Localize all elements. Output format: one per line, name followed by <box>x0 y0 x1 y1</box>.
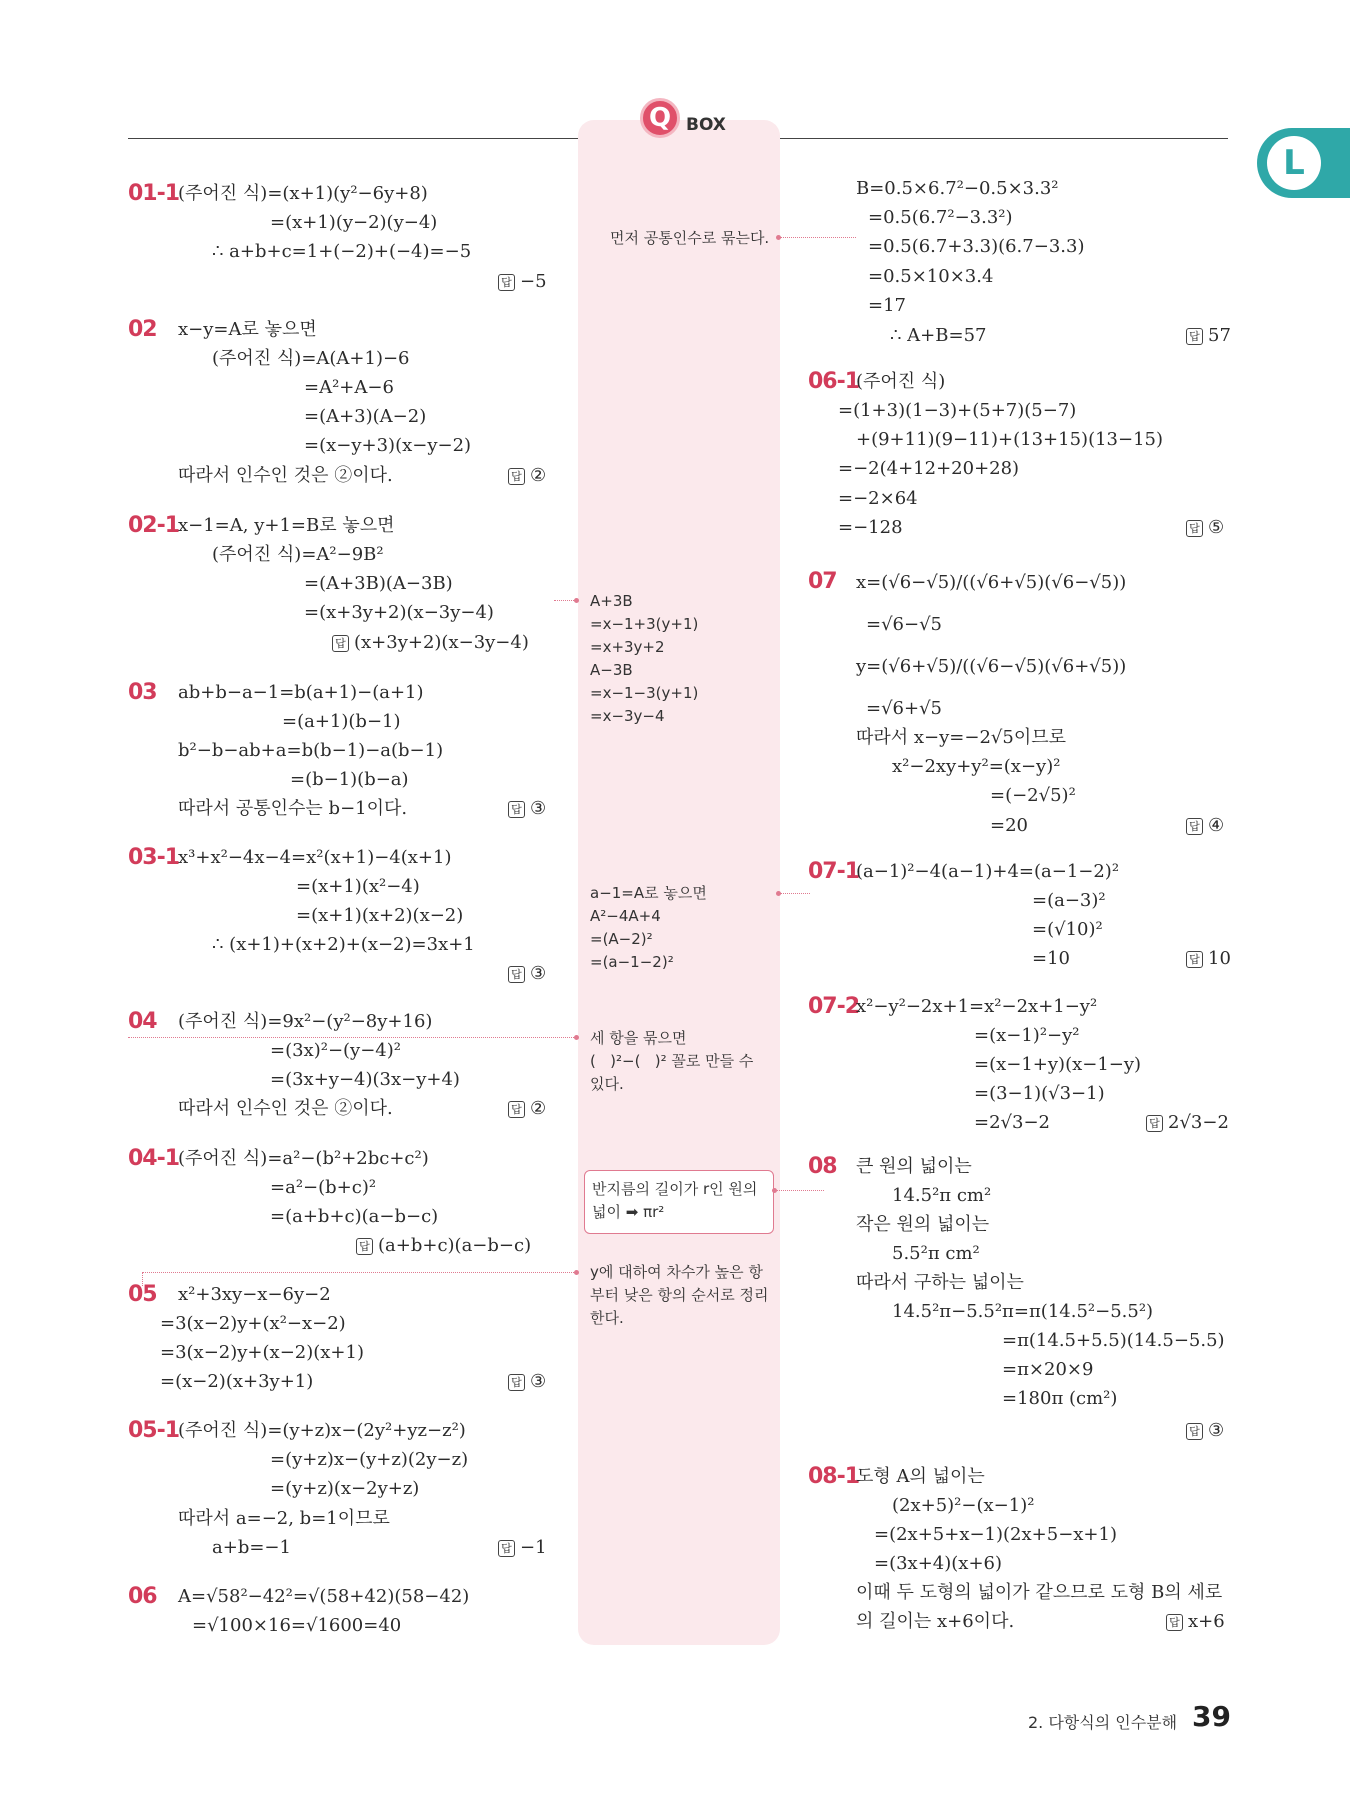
answer-text: ② <box>530 1098 547 1119</box>
note-leader-line <box>554 600 576 601</box>
solution-line: ∴ (x+1)+(x+2)+(x−2)=3x+1 <box>212 934 475 955</box>
problem-number: 03 <box>128 680 157 705</box>
solution-line: =(−2√5)² <box>990 785 1076 806</box>
answer-mark <box>508 963 546 985</box>
answer-mark <box>508 798 546 820</box>
solution-line: B=0.5×6.7²−0.5×3.3² <box>856 178 1059 199</box>
qbox-label: BOX <box>686 115 726 135</box>
solution-line: =180π (cm²) <box>1002 1388 1118 1409</box>
solution-line: =2√3−2 <box>974 1112 1050 1133</box>
solution-line: =(1+3)(1−3)+(5+7)(5−7) <box>838 400 1077 421</box>
problem-number: 04 <box>128 1009 157 1034</box>
solution-line: A=√58²−42²=√(58+42)(58−42) <box>178 1586 470 1607</box>
answer-icon: 답 <box>508 966 525 983</box>
problem-number: 07-1 <box>808 859 860 884</box>
solution-line: =√6+√5 <box>866 698 943 719</box>
answer-mark <box>508 1098 546 1120</box>
note-leader-line <box>142 1272 143 1286</box>
qbox-note: 먼저 공통인수로 묶는다. <box>610 229 770 247</box>
note-leader-dot <box>574 1035 579 1040</box>
answer-mark <box>1186 1420 1224 1442</box>
problem-number: 02 <box>128 317 157 342</box>
solution-line: (주어진 식) <box>856 371 946 392</box>
solution-line: x−1=A, y+1=B로 놓으면 <box>178 515 395 536</box>
solution-line: =20 <box>990 815 1028 836</box>
answer-text: −5 <box>520 271 547 292</box>
solution-line: x−y=A로 놓으면 <box>178 319 317 340</box>
solution-line: =−2(4+12+20+28) <box>838 458 1020 479</box>
solution-line: =(3x+y−4)(3x−y+4) <box>270 1069 460 1090</box>
answer-icon: 답 <box>1186 328 1203 345</box>
problem-number: 04-1 <box>128 1146 180 1171</box>
answer-icon: 답 <box>332 635 349 652</box>
solution-line: =(x+1)(y−2)(y−4) <box>270 212 438 233</box>
solution-line: =(A+3)(A−2) <box>304 406 427 427</box>
solution-line: x²−y²−2x+1=x²−2x+1−y² <box>856 996 1098 1017</box>
answer-text: 10 <box>1208 948 1231 969</box>
problem-number: 07-2 <box>808 994 860 1019</box>
note-leader-line <box>128 1037 576 1038</box>
qbox-note: 세 항을 묶으면 ( )²−( )² 꼴로 만들 수 있다. <box>590 1029 754 1093</box>
solution-line: 따라서 x−y=−2√5이므로 <box>856 727 1066 748</box>
solution-line: ∴ A+B=57 <box>890 325 987 346</box>
problem-number: 02-1 <box>128 513 180 538</box>
solution-line: =√100×16=√1600=40 <box>192 1615 402 1636</box>
answer-text: −1 <box>520 1537 547 1558</box>
answer-text: (a+b+c)(a−b−c) <box>378 1235 532 1256</box>
solution-line: 의 길이는 x+6이다. <box>856 1611 1015 1632</box>
note-leader-line <box>772 1190 824 1191</box>
solution-line: y=(√6+√5)/((√6−√5)(√6+√5)) <box>856 656 1127 677</box>
solution-line: (주어진 식)=(x+1)(y²−6y+8) <box>178 183 428 204</box>
solution-line: =(x−y+3)(x−y−2) <box>304 435 472 456</box>
qbox-logo <box>640 98 726 138</box>
solution-line: =a²−(b+c)² <box>270 1177 377 1198</box>
solution-line: =(x+1)(x+2)(x−2) <box>296 905 464 926</box>
answer-text: ③ <box>530 963 547 984</box>
note-leader-dot <box>772 1188 777 1193</box>
solution-line: (2x+5)²−(x−1)² <box>892 1495 1035 1516</box>
problem-number: 01-1 <box>128 181 180 206</box>
solution-line: =(x−1)²−y² <box>974 1025 1080 1046</box>
solution-line: =(a+1)(b−1) <box>282 711 401 732</box>
solution-line: =(A+3B)(A−3B) <box>304 573 453 594</box>
lesson-tab-letter: L <box>1267 136 1321 190</box>
solution-line: =(a+b+c)(a−b−c) <box>270 1206 439 1227</box>
qbox-note: a−1=A로 놓으면 A²−4A+4 =(A−2)² =(a−1−2)² <box>590 884 707 971</box>
chapter-title: 2. 다항식의 인수분해 <box>1028 1713 1178 1732</box>
answer-text: x+6 <box>1188 1611 1225 1632</box>
solution-line: =3(x−2)y+(x−2)(x+1) <box>160 1342 364 1363</box>
solution-line: x³+x²−4x−4=x²(x+1)−4(x+1) <box>178 847 452 868</box>
solution-line: (주어진 식)=9x²−(y²−8y+16) <box>178 1011 433 1032</box>
solution-line: (주어진 식)=A²−9B² <box>212 544 384 565</box>
solution-line: =(a−3)² <box>1032 890 1106 911</box>
solution-line: +(9+11)(9−11)+(13+15)(13−15) <box>856 429 1164 450</box>
solution-line: ab+b−a−1=b(a+1)−(a+1) <box>178 682 424 703</box>
solution-line: =A²+A−6 <box>304 377 394 398</box>
answer-mark <box>498 271 547 293</box>
problem-number: 06 <box>128 1584 157 1609</box>
solution-line: 따라서 인수인 것은 ②이다. <box>178 465 393 486</box>
solution-line: =π×20×9 <box>1002 1359 1094 1380</box>
answer-icon: 답 <box>1146 1115 1163 1132</box>
note-leader-line <box>780 893 810 894</box>
solution-line: =(x−2)(x+3y+1) <box>160 1371 314 1392</box>
qbox-note: y에 대하여 차수가 높은 항 부터 낮은 항의 순서로 정리 한다. <box>590 1263 769 1327</box>
answer-text: ③ <box>530 798 547 819</box>
solution-line: =(3−1)(√3−1) <box>974 1083 1105 1104</box>
solution-line: b²−b−ab+a=b(b−1)−a(b−1) <box>178 740 444 761</box>
answer-icon: 답 <box>498 274 515 291</box>
solution-line: =(y+z)(x−2y+z) <box>270 1478 420 1499</box>
solution-line: 5.5²π cm² <box>892 1243 980 1264</box>
answer-mark <box>508 465 546 487</box>
solution-line: =π(14.5+5.5)(14.5−5.5) <box>1002 1330 1225 1351</box>
solution-line: 14.5²π−5.5²π=π(14.5²−5.5²) <box>892 1301 1154 1322</box>
answer-mark <box>1146 1112 1229 1134</box>
answer-mark <box>356 1235 531 1257</box>
solution-line: 이때 두 도형의 넓이가 같으므로 도형 B의 세로 <box>856 1582 1223 1603</box>
answer-icon: 답 <box>1186 1423 1203 1440</box>
answer-icon: 답 <box>498 1540 515 1557</box>
answer-icon: 답 <box>508 1101 525 1118</box>
qbox-note: A+3B =x−1+3(y+1) =x+3y+2 A−3B =x−1−3(y+1) =x−3y−4 <box>590 592 699 725</box>
solution-line: (주어진 식)=a²−(b²+2bc+c²) <box>178 1148 429 1169</box>
solution-line: =(x+1)(x²−4) <box>296 876 420 897</box>
solution-line: =(b−1)(b−a) <box>290 769 409 790</box>
solution-line: =(3x+4)(x+6) <box>874 1553 1002 1574</box>
answer-text: ② <box>530 465 547 486</box>
qbox-note: 반지름의 길이가 r인 원의 넓이 ➡ πr² <box>592 1180 758 1221</box>
problem-number: 05-1 <box>128 1418 180 1443</box>
answer-icon: 답 <box>1186 951 1203 968</box>
solution-line: 작은 원의 넓이는 <box>856 1214 990 1235</box>
answer-mark <box>1186 815 1224 837</box>
solution-line: =(x+3y+2)(x−3y−4) <box>304 602 494 623</box>
solution-line: 도형 A의 넓이는 <box>856 1466 985 1487</box>
solution-line: 큰 원의 넓이는 <box>856 1156 972 1177</box>
solution-line: =(3x)²−(y−4)² <box>270 1040 401 1061</box>
answer-text: (x+3y+2)(x−3y−4) <box>354 632 529 653</box>
solution-line: ∴ a+b+c=1+(−2)+(−4)=−5 <box>212 241 472 262</box>
problem-number: 03-1 <box>128 845 180 870</box>
problem-number: 05 <box>128 1282 157 1307</box>
header-rule-right <box>780 138 1228 139</box>
solution-line: (a−1)²−4(a−1)+4=(a−1−2)² <box>856 861 1120 882</box>
note-leader-dot <box>574 598 579 603</box>
solution-line: =(y+z)x−(y+z)(2y−z) <box>270 1449 469 1470</box>
answer-text: ④ <box>1208 815 1225 836</box>
problem-number: 08 <box>808 1154 837 1179</box>
answer-icon: 답 <box>508 468 525 485</box>
solution-line: =−2×64 <box>838 488 918 509</box>
solution-line: x²−2xy+y²=(x−y)² <box>892 756 1061 777</box>
solution-line: a+b=−1 <box>212 1537 291 1558</box>
problem-number: 06-1 <box>808 369 860 394</box>
solution-line: =10 <box>1032 948 1070 969</box>
answer-icon: 답 <box>1186 818 1203 835</box>
solution-line: 14.5²π cm² <box>892 1185 992 1206</box>
answer-icon: 답 <box>508 1374 525 1391</box>
solution-line: (주어진 식)=(y+z)x−(2y²+yz−z²) <box>178 1420 466 1441</box>
answer-icon: 답 <box>1166 1614 1183 1631</box>
note-leader-line <box>780 237 856 238</box>
answer-mark <box>498 1537 547 1559</box>
answer-icon: 답 <box>356 1238 373 1255</box>
lesson-tab <box>1257 128 1350 198</box>
solution-line: 따라서 a=−2, b=1이므로 <box>178 1508 390 1529</box>
note-leader-line <box>142 1272 576 1273</box>
solution-line: =3(x−2)y+(x²−x−2) <box>160 1313 346 1334</box>
solution-line: =0.5×10×3.4 <box>868 266 994 287</box>
solution-line: 따라서 구하는 넓이는 <box>856 1272 1024 1293</box>
answer-text: 2√3−2 <box>1168 1112 1229 1133</box>
page-number: 39 <box>1192 1700 1231 1733</box>
solution-line: =0.5(6.7²−3.3²) <box>868 207 1013 228</box>
note-leader-dot <box>776 235 781 240</box>
problem-number: 08-1 <box>808 1464 860 1489</box>
answer-text: 57 <box>1208 325 1231 346</box>
problem-number: 07 <box>808 569 837 594</box>
solution-line: =−128 <box>838 517 903 538</box>
answer-mark <box>1186 948 1231 970</box>
answer-mark <box>1186 517 1224 539</box>
solution-line: =(√10)² <box>1032 919 1103 940</box>
solution-line: x²+3xy−x−6y−2 <box>178 1284 331 1305</box>
answer-icon: 답 <box>508 801 525 818</box>
answer-mark <box>332 632 529 654</box>
solution-line: =(x−1+y)(x−1−y) <box>974 1054 1142 1075</box>
answer-text: ③ <box>1208 1420 1225 1441</box>
answer-text: ⑤ <box>1208 517 1225 538</box>
solution-line: =(2x+5+x−1)(2x+5−x+1) <box>874 1524 1117 1545</box>
solution-line: =√6−√5 <box>866 614 943 635</box>
solution-line: x=(√6−√5)/((√6+√5)(√6−√5)) <box>856 572 1127 593</box>
solution-line: (주어진 식)=A(A+1)−6 <box>212 348 410 369</box>
note-leader-dot <box>574 1270 579 1275</box>
answer-icon: 답 <box>1186 520 1203 537</box>
solution-line: =17 <box>868 295 906 316</box>
answer-mark <box>508 1371 546 1393</box>
answer-mark <box>1186 325 1231 347</box>
solution-line: =0.5(6.7+3.3)(6.7−3.3) <box>868 236 1085 257</box>
qbox-q-icon: Q <box>640 98 680 138</box>
answer-mark <box>1166 1611 1225 1633</box>
header-rule-left <box>128 138 578 139</box>
answer-text: ③ <box>530 1371 547 1392</box>
solution-line: 따라서 공통인수는 b−1이다. <box>178 798 408 819</box>
solution-line: 따라서 인수인 것은 ②이다. <box>178 1098 393 1119</box>
